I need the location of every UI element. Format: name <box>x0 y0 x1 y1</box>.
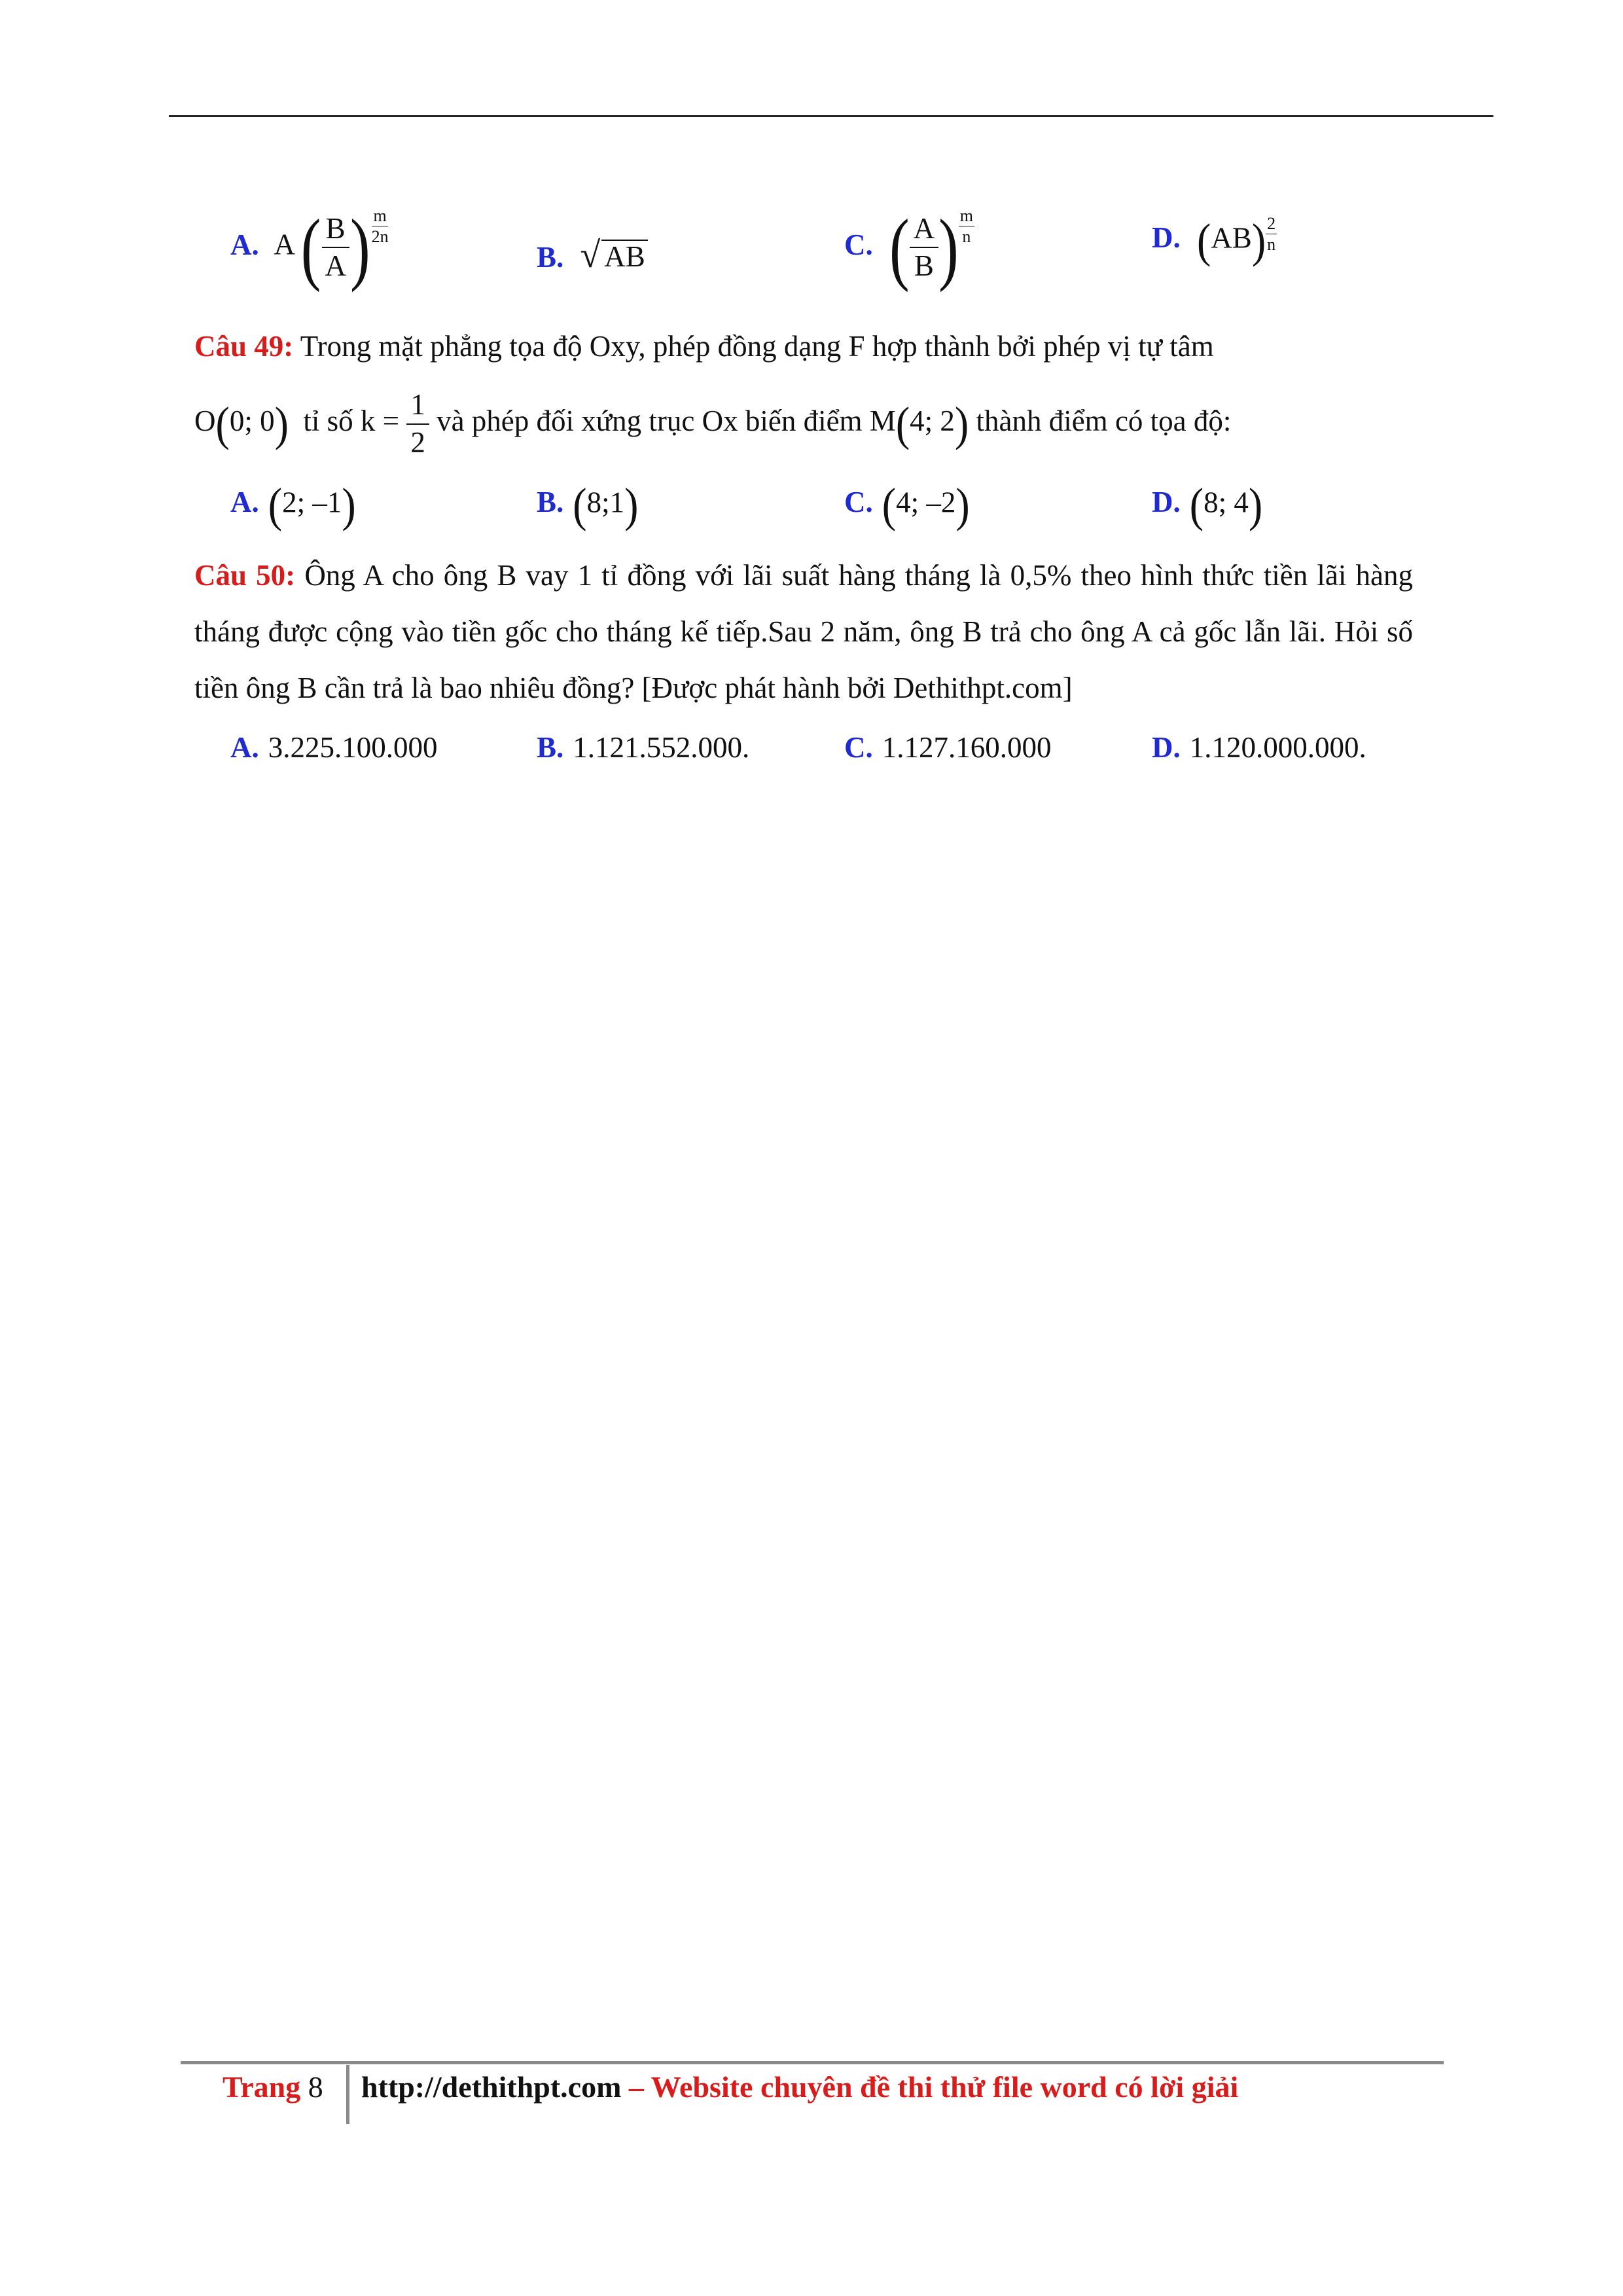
q48-d-exp-den: n <box>1267 235 1276 255</box>
q48-a-exp-den: 2n <box>371 227 389 247</box>
question-50-text: Ông A cho ông B vay 1 tỉ đồng với lãi suất hàng tháng là 0,5% theo hình thức tiền lãi hàng tháng được cộng vào tiền gốc cho tháng kế tiếp.Sau 2 năm, ông B trả cho ông A cả gốc lẫn lãi. Hỏi số tiền ông B cần trả là bao nhiêu đồng? [Được phát hành bởi Dethithpt.com] <box>194 559 1414 704</box>
q49-point: M <box>869 404 896 437</box>
q49-option-b[interactable]: B. (8;1) <box>537 478 639 532</box>
q49-option-b-value: 8;1 <box>586 486 625 519</box>
q49-ratio-var: k = <box>360 404 400 437</box>
q50-option-c-label: C. <box>844 731 873 764</box>
q49-option-c-value: 4; –2 <box>896 486 956 519</box>
header-rule <box>169 115 1493 117</box>
q48-option-d[interactable]: D. (AB) $\frac{2}{n}$ <box>1152 213 1276 268</box>
footer-divider <box>346 2065 349 2124</box>
footer-url-link[interactable]: http://dethithpt.com <box>361 2070 622 2104</box>
q48-a-den: A <box>325 249 346 283</box>
q49-text-3: thành điểm có tọa độ: <box>976 404 1232 437</box>
q48-option-b-label: B. <box>537 240 564 274</box>
q48-b-radicand: AB <box>601 240 648 274</box>
q48-a-num: B <box>322 213 349 248</box>
q49-center-coord: 0; 0 <box>229 404 275 437</box>
q50-option-d-label: D. <box>1152 731 1181 764</box>
q48-option-d-label: D. <box>1152 221 1181 255</box>
q48-option-a[interactable]: A. A ( $\frac{B}{A}$ ) $\frac{m}{2n}$ <box>230 202 389 293</box>
q48-c-exp-num: m <box>959 207 974 226</box>
q49-option-b-label: B. <box>537 486 564 519</box>
q50-option-b-value: 1.121.552.000. <box>573 731 750 764</box>
q48-options <box>0 200 1623 312</box>
footer-tagline: – Website chuyên đề thi thử file word có lời giải <box>621 2070 1239 2104</box>
q50-option-a-value: 3.225.100.000 <box>268 731 438 764</box>
footer-page-label: Trang <box>223 2070 301 2104</box>
q49-options <box>0 478 1623 537</box>
q49-option-d-label: D. <box>1152 486 1181 519</box>
q48-a-exp-num: m <box>372 207 387 226</box>
q49-center: O <box>194 404 216 437</box>
q49-ratio-fraction <box>406 389 429 458</box>
q49-text-2: và phép đối xứng trục Ox biến điểm <box>437 404 863 437</box>
q49-option-a-value: 2; –1 <box>282 486 342 519</box>
q49-ratio-den: 2 <box>410 425 425 459</box>
q48-d-base: AB <box>1211 221 1252 255</box>
q49-option-c[interactable]: C. (4; –2) <box>844 478 970 532</box>
q48-option-c-label: C. <box>844 228 873 261</box>
q48-c-exp-den: n <box>962 227 971 247</box>
q50-option-b-label: B. <box>537 731 564 764</box>
q48-option-a-label: A. <box>230 228 259 261</box>
question-50-label: Câu 50: <box>194 559 296 592</box>
q49-option-a[interactable]: A. (2; –1) <box>230 478 356 532</box>
footer-page-value: 8 <box>308 2070 323 2104</box>
q48-c-num: A <box>910 213 939 248</box>
q49-point-coord: 4; 2 <box>910 404 955 437</box>
q49-option-c-label: C. <box>844 486 873 519</box>
q49-ratio-num: 1 <box>406 389 429 424</box>
q50-option-a[interactable] <box>230 730 438 764</box>
q50-option-d-value: 1.120.000.000. <box>1189 731 1366 764</box>
q49-option-d[interactable]: D. (8; 4) <box>1152 478 1263 532</box>
footer-page-number <box>223 2070 323 2104</box>
question-49-text-1: Trong mặt phẳng tọa độ Oxy, phép đồng dạng F hợp thành bởi phép vị tự tâm <box>300 330 1214 363</box>
q48-d-exp-num: 2 <box>1266 215 1277 234</box>
q50-option-c[interactable] <box>844 730 1052 764</box>
q49-ratio-prefix: tỉ số <box>303 404 353 437</box>
sqrt-symbol: √ AB <box>580 234 648 274</box>
q48-a-base: A <box>274 228 294 261</box>
q50-option-d[interactable] <box>1152 730 1366 764</box>
q48-option-b[interactable] <box>537 234 648 274</box>
q49-option-d-value: 8; 4 <box>1204 486 1249 519</box>
footer-text <box>361 2070 1238 2104</box>
q50-option-b[interactable] <box>537 730 749 764</box>
question-49-line-2: O(0; 0) tỉ số k = $\frac{1}{2}$ và phép đối xứng trục Ox biến điểm M(4; 2) thành điểm có tọa độ: <box>194 388 1232 459</box>
q50-option-c-value: 1.127.160.000 <box>882 731 1052 764</box>
q48-c-den: B <box>914 249 934 283</box>
question-49-label: Câu 49: <box>194 330 294 363</box>
q48-option-c[interactable]: C. ( $\frac{A}{B}$ ) $\frac{m}{n}$ <box>844 202 974 293</box>
footer-rule <box>181 2061 1444 2064</box>
q50-option-a-label: A. <box>230 731 259 764</box>
question-50 <box>194 547 1413 716</box>
q49-option-a-label: A. <box>230 486 259 519</box>
question-49 <box>194 318 1413 374</box>
q50-options <box>0 730 1623 776</box>
